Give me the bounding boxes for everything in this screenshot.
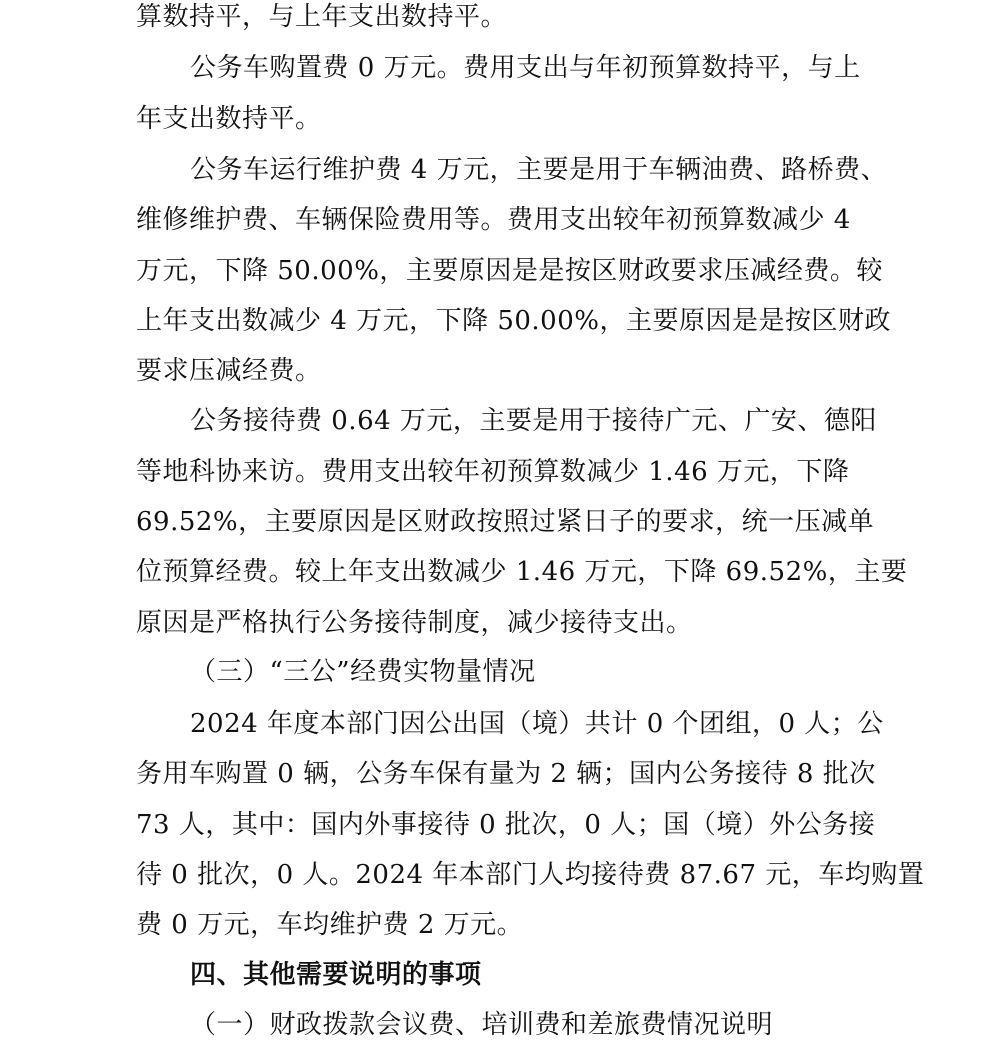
- paragraph-line: 69.52%，主要原因是区财政按照过紧日子的要求，统一压减单: [136, 507, 875, 537]
- paragraph-line: 万元，下降 50.00%，主要原因是是按区财政要求压减经费。较: [136, 256, 883, 286]
- paragraph-line: 73 人，其中：国内外事接待 0 批次，0 人；国（境）外公务接: [136, 810, 876, 840]
- paragraph-line: 算数持平，与上年支出数持平。: [136, 2, 508, 32]
- section-heading: 四、其他需要说明的事项: [190, 960, 482, 990]
- paragraph-line: 上年支出数减少 4 万元，下降 50.00%，主要原因是是按区财政: [136, 306, 891, 336]
- paragraph-line: 待 0 批次，0 人。2024 年本部门人均接待费 87.67 元，车均购置: [136, 860, 925, 890]
- paragraph-line: 费 0 万元，车均维护费 2 万元。: [136, 910, 524, 940]
- paragraph-line: 维修维护费、车辆保险费用等。费用支出较年初预算数减少 4: [136, 205, 851, 235]
- section-subheading: （三）“三公”经费实物量情况: [190, 657, 536, 687]
- paragraph-line: 年支出数持平。: [136, 104, 322, 134]
- paragraph-line: 原因是严格执行公务接待制度，减少接待支出。: [136, 608, 693, 638]
- paragraph-line: 位预算经费。较上年支出数减少 1.46 万元，下降 69.52%，主要: [136, 557, 908, 587]
- paragraph-line: 公务车运行维护费 4 万元，主要是用于车辆油费、路桥费、: [190, 155, 888, 185]
- paragraph-line: 公务接待费 0.64 万元，主要是用于接待广元、广安、德阳: [190, 406, 877, 436]
- paragraph-line: 务用车购置 0 辆，公务车保有量为 2 辆；国内公务接待 8 批次: [136, 759, 876, 789]
- paragraph-line: 2024 年度本部门因公出国（境）共计 0 个团组，0 人；公: [190, 709, 884, 739]
- paragraph-line: 要求压减经费。: [136, 356, 322, 386]
- paragraph-line: 公务车购置费 0 万元。费用支出与年初预算数持平，与上: [190, 53, 861, 83]
- section-subheading: （一）财政拨款会议费、培训费和差旅费情况说明: [190, 1010, 774, 1040]
- paragraph-line: 等地科协来访。费用支出较年初预算数减少 1.46 万元，下降: [136, 457, 850, 487]
